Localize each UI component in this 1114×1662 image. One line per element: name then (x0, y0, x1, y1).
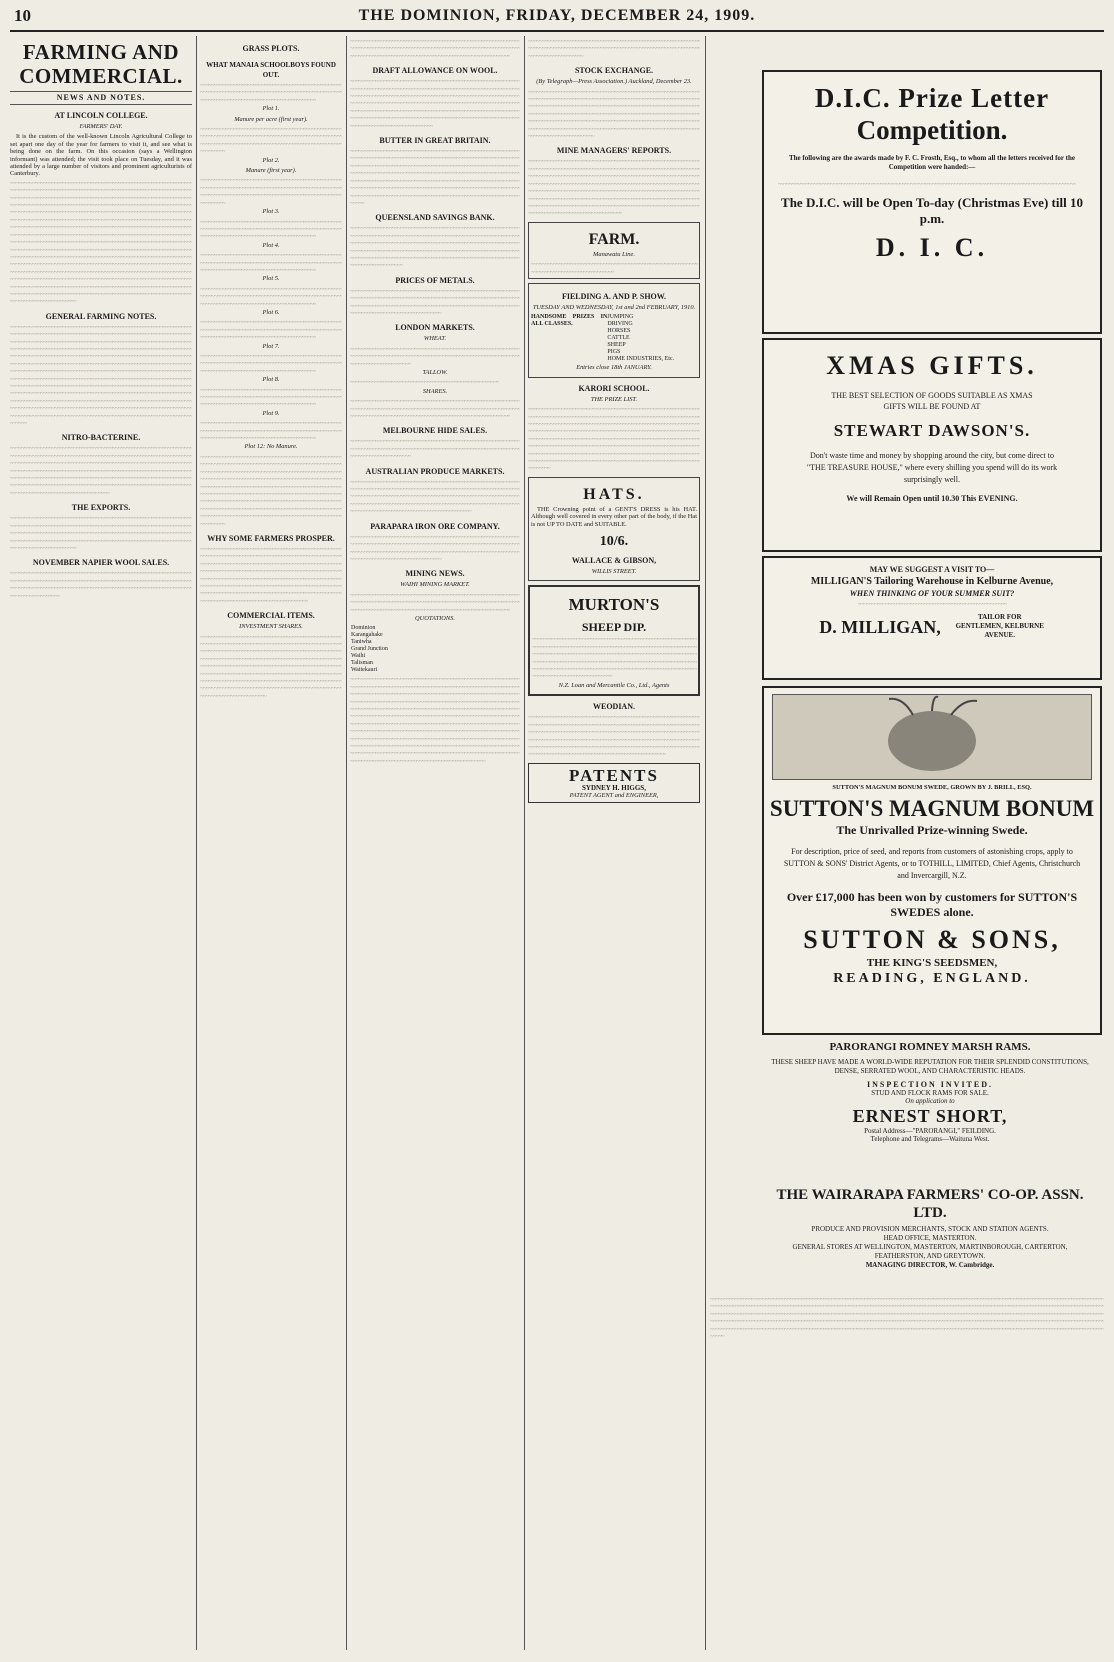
show-entries: Entries close 18th JANUARY. (576, 364, 652, 372)
page-number: 10 (14, 6, 31, 25)
plot-label: Plot 7. (262, 342, 280, 350)
hats-seller: WALLACE & GIBSON, (571, 556, 657, 566)
table-row (350, 667, 520, 674)
article-subheading: (By Telegraph—Press Association.) Auckland, December 23. (536, 78, 692, 86)
article-heading: NOVEMBER NAPIER WOOL SALES. (32, 558, 170, 568)
dic-subtitle: Competition. (856, 115, 1008, 145)
sutton-location: READING, ENGLAND. (833, 971, 1031, 986)
dic-opening-hours: The D.I.C. will be Open To-day (Christmas Eve) till 10 p.m. (781, 195, 1083, 226)
article-body: ~~ ~~ ~~ ~~ ~~ ~~ ~~ ~~ ~~ ~~ ~~ ~~ ~~ ~~ ~~ ~~ ~~ ~~ ~~ ~~ ~~ ~~ ~~ ~~ ~~ ~~ ~~ ~~ ~~ ~~ ~~ ~~ ~~ ~~ ~~ ~~ ~~ ~~ ~~ ~~ ~~ ~~ ~~ ~~ ~~ ~~ ~~ ~~ ~~ ~~ ~~ ~~ ~~ ~~ ~~ ~~ ~~ ~~ ~~ ~~ ~~ ~~ ~~ ~~ ~~ ~~ ~~ ~~ ~~ ~~ ~~ ~~ ~~ ~~ ~~ ~~ ~~ ~~ ~~ ~~ ~~ ~~ ~~ ~~ ~~ ~~ ~~ ~~ ~~ ~~ ~~ ~~ ~~ ~~ ~~ ~~ ~~ ~~ ~~ ~~ ~~ ~~ ~~ ~~ ~~ ~~ ~~ ~~ ~~ ~~ ~~ ~~ ~~ ~~ ~~ ~~ ~~ ~~ ~~ ~~ ~~ ~~ ~~ ~~ ~~ ~~ ~~ ~~ ~~ ~~ ~~ ~~ ~~ ~~ ~~ ~~ ~~ ~~ ~~ ~~ ~~ ~~ ~~ ~~ ~~ ~~ ~~ ~~ ~~ ~~ ~~ ~~ ~~ ~~ ~~ ~~ ~~ ~~ ~~ ~~ ~~ ~~ ~~ ~~ ~~ ~~ ~~ ~~ ~~ ~~ ~~ ~~ ~~ ~~ ~~ ~~ ~~ ~~ ~~ ~~ ~~ ~~ ~~ ~~ ~~ ~~ ~~ ~~ ~~ ~~ ~~ ~~ ~~ ~~ ~~ ~~ ~~ ~~ ~~ ~~ ~~ ~~ ~~ ~~ ~~ ~~ ~~ ~~ ~~ ~~ ~~ ~~ ~~ ~~ ~~ ~~ ~~ ~~ ~~ ~~ ~~ ~~ ~~ ~~ ~~ ~~ ~~ ~~ ~~ ~~ ~~ ~~ ~~ ~~ (200, 453, 342, 528)
wairarapa-stores: GENERAL STORES AT WELLINGTON, MASTERTON, MARTINBOROUGH, CARTERTON, FEATHERSTON, AND GREYTOWN. (792, 1243, 1068, 1260)
article-body: ~~ ~~ ~~ ~~ ~~ ~~ ~~ ~~ ~~ ~~ ~~ ~~ ~~ ~~ ~~ ~~ ~~ ~~ ~~ ~~ ~~ ~~ ~~ ~~ ~~ ~~ ~~ ~~ ~~ ~~ ~~ ~~ ~~ ~~ ~~ ~~ ~~ ~~ ~~ ~~ ~~ ~~ ~~ ~~ ~~ ~~ ~~ ~~ ~~ ~~ ~~ ~~ ~~ ~~ ~~ ~~ ~~ ~~ ~~ ~~ ~~ ~~ ~~ ~~ ~~ ~~ ~~ ~~ ~~ ~~ ~~ ~~ ~~ ~~ ~~ ~~ ~~ ~~ ~~ ~~ ~~ ~~ ~~ ~~ ~~ ~~ ~~ ~~ ~~ ~~ ~~ ~~ ~~ ~~ ~~ ~~ ~~ ~~ ~~ ~~ ~~ ~~ ~~ ~~ ~~ ~~ ~~ ~~ (10, 570, 192, 600)
column-filler (710, 1296, 1104, 1646)
plot-table: ~~ ~~ ~~ ~~ ~~ ~~ ~~ ~~ ~~ ~~ ~~ ~~ ~~ ~~ ~~ ~~ ~~ ~~ ~~ ~~ ~~ ~~ ~~ ~~ ~~ ~~ ~~ ~~ ~~ ~~ ~~ ~~ ~~ ~~ ~~ ~~ ~~ ~~ ~~ ~~ ~~ ~~ ~~ ~~ ~~ ~~ ~~ ~~ ~~ ~~ ~~ ~~ ~~ ~~ ~~ ~~ ~~ ~~ ~~ ~~ ~~ ~~ ~~ ~~ ~~ ~~ ~~ ~~ ~~ ~~ ~~ ~~ (200, 353, 342, 375)
article-heading: GENERAL FARMING NOTES. (45, 311, 157, 321)
column-markets (350, 38, 520, 1648)
show-prizes: HANDSOME PRIZES IN ALL CLASSES. (531, 314, 608, 328)
article-heading: MINE MANAGERS' REPORTS. (556, 146, 672, 156)
article-heading: AT LINCOLN COLLEGE. (54, 111, 148, 120)
article-heading: DRAFT ALLOWANCE ON WOOL. (372, 66, 498, 76)
plot-label: Plot 1. (262, 105, 280, 113)
sutton-caption: SUTTON'S MAGNUM BONUM SWEDE, GROWN BY J. BRILL, ESQ. (832, 784, 1032, 791)
farm-ad-subtitle: Manawatu Line. (593, 250, 635, 258)
article-heading: MINING NEWS. (405, 569, 465, 579)
article-heading: LONDON MARKETS. (395, 323, 475, 333)
plot-sublabel: Manure per acre (first year). (234, 115, 308, 123)
article-subheading: WAIHI MINING MARKET. (400, 581, 470, 589)
article-heading: BUTTER IN GREAT BRITAIN. (379, 136, 491, 146)
murtons-body: ~~ ~~ ~~ ~~ ~~ ~~ ~~ ~~ ~~ ~~ ~~ ~~ ~~ ~~ ~~ ~~ ~~ ~~ ~~ ~~ ~~ ~~ ~~ ~~ ~~ ~~ ~~ ~~ ~~ ~~ ~~ ~~ ~~ ~~ ~~ ~~ ~~ ~~ ~~ ~~ ~~ ~~ ~~ ~~ ~~ ~~ ~~ ~~ ~~ ~~ ~~ ~~ ~~ ~~ ~~ ~~ ~~ ~~ ~~ ~~ ~~ ~~ ~~ ~~ ~~ ~~ ~~ ~~ ~~ ~~ ~~ ~~ ~~ ~~ ~~ ~~ ~~ ~~ ~~ ~~ ~~ ~~ ~~ ~~ ~~ ~~ ~~ ~~ ~~ ~~ ~~ ~~ ~~ ~~ ~~ ~~ ~~ ~~ ~~ ~~ ~~ ~~ ~~ ~~ ~~ ~~ ~~ ~~ ~~ ~~ ~~ ~~ ~~ ~~ ~~ ~~ ~~ ~~ ~~ ~~ ~~ ~~ ~~ ~~ ~~ ~~ ~~ ~~ ~~ ~~ ~~ ~~ ~~ ~~ ~~ ~~ ~~ ~~ ~~ ~~ ~~ ~~ ~~ ~~ ~~ ~~ ~~ ~~ ~~ ~~ ~~ ~~ ~~ ~~ ~~ ~~ ~~ ~~ ~~ ~~ ~~ ~~ (532, 636, 696, 681)
newspaper-page (10, 6, 1104, 1656)
article-body: ~~ ~~ ~~ ~~ ~~ ~~ ~~ ~~ ~~ ~~ ~~ ~~ ~~ ~~ ~~ ~~ ~~ ~~ ~~ ~~ ~~ ~~ ~~ ~~ ~~ ~~ ~~ ~~ ~~ ~~ ~~ ~~ ~~ ~~ ~~ ~~ ~~ ~~ ~~ ~~ ~~ ~~ ~~ ~~ ~~ ~~ ~~ ~~ ~~ ~~ ~~ ~~ ~~ ~~ ~~ ~~ ~~ ~~ ~~ ~~ ~~ ~~ ~~ ~~ ~~ ~~ ~~ ~~ ~~ ~~ ~~ ~~ ~~ ~~ ~~ ~~ ~~ ~~ ~~ ~~ ~~ ~~ ~~ ~~ ~~ ~~ ~~ ~~ ~~ ~~ ~~ ~~ ~~ ~~ ~~ ~~ ~~ ~~ ~~ ~~ ~~ ~~ ~~ ~~ ~~ ~~ ~~ ~~ ~~ ~~ ~~ ~~ ~~ ~~ ~~ ~~ ~~ ~~ ~~ ~~ ~~ ~~ ~~ ~~ ~~ ~~ ~~ ~~ ~~ ~~ ~~ ~~ ~~ ~~ ~~ ~~ ~~ ~~ ~~ ~~ ~~ ~~ ~~ ~~ ~~ ~~ ~~ ~~ ~~ ~~ ~~ ~~ ~~ ~~ ~~ ~~ ~~ ~~ ~~ ~~ ~~ ~~ ~~ ~~ ~~ ~~ ~~ ~~ ~~ ~~ ~~ ~~ ~~ ~~ ~~ ~~ ~~ ~~ ~~ ~~ (528, 714, 700, 759)
xmas-gifts-ad (762, 338, 1102, 552)
article-body: ~~ ~~ ~~ ~~ ~~ ~~ ~~ ~~ ~~ ~~ ~~ ~~ ~~ ~~ ~~ ~~ ~~ ~~ ~~ ~~ ~~ ~~ ~~ ~~ ~~ ~~ ~~ ~~ ~~ ~~ ~~ ~~ ~~ ~~ ~~ ~~ ~~ ~~ ~~ ~~ ~~ ~~ ~~ ~~ ~~ ~~ ~~ ~~ ~~ ~~ ~~ ~~ ~~ ~~ ~~ ~~ ~~ ~~ ~~ ~~ ~~ ~~ ~~ ~~ ~~ ~~ ~~ ~~ ~~ ~~ ~~ ~~ ~~ ~~ ~~ ~~ ~~ ~~ ~~ ~~ ~~ ~~ ~~ ~~ ~~ ~~ ~~ ~~ ~~ ~~ (350, 398, 520, 421)
article-body: ~~ ~~ ~~ ~~ ~~ ~~ ~~ ~~ ~~ ~~ ~~ ~~ ~~ ~~ ~~ ~~ ~~ ~~ ~~ ~~ ~~ ~~ ~~ ~~ ~~ ~~ ~~ ~~ ~~ ~~ ~~ ~~ ~~ ~~ ~~ ~~ ~~ ~~ ~~ ~~ ~~ ~~ ~~ ~~ ~~ ~~ ~~ ~~ ~~ ~~ ~~ ~~ ~~ ~~ ~~ ~~ ~~ ~~ ~~ ~~ ~~ ~~ ~~ ~~ ~~ ~~ ~~ ~~ ~~ ~~ ~~ ~~ ~~ ~~ ~~ ~~ ~~ ~~ ~~ ~~ ~~ ~~ ~~ ~~ ~~ ~~ ~~ ~~ ~~ ~~ ~~ ~~ ~~ ~~ ~~ ~~ ~~ ~~ ~~ ~~ ~~ ~~ ~~ ~~ ~~ ~~ ~~ ~~ (350, 533, 520, 563)
farm-ad-title: FARM. (588, 230, 640, 248)
column-rule (705, 36, 706, 1650)
article-body: ~~ ~~ ~~ ~~ ~~ ~~ ~~ ~~ ~~ ~~ ~~ ~~ ~~ ~~ ~~ ~~ ~~ ~~ ~~ ~~ ~~ ~~ ~~ ~~ ~~ ~~ ~~ ~~ ~~ ~~ ~~ ~~ ~~ ~~ ~~ ~~ ~~ ~~ ~~ ~~ ~~ ~~ ~~ ~~ ~~ ~~ ~~ ~~ ~~ ~~ ~~ ~~ ~~ ~~ ~~ ~~ ~~ ~~ ~~ ~~ ~~ ~~ ~~ ~~ ~~ ~~ ~~ ~~ ~~ ~~ ~~ ~~ ~~ ~~ ~~ ~~ ~~ ~~ ~~ ~~ ~~ ~~ ~~ ~~ ~~ ~~ ~~ ~~ ~~ ~~ ~~ ~~ ~~ ~~ ~~ ~~ ~~ ~~ ~~ ~~ ~~ ~~ ~~ ~~ ~~ ~~ ~~ ~~ ~~ ~~ ~~ ~~ ~~ ~~ ~~ ~~ ~~ ~~ ~~ ~~ ~~ ~~ ~~ ~~ ~~ ~~ ~~ ~~ ~~ ~~ ~~ ~~ ~~ ~~ ~~ ~~ ~~ ~~ ~~ ~~ ~~ ~~ ~~ ~~ ~~ ~~ ~~ ~~ ~~ ~~ ~~ ~~ ~~ ~~ ~~ ~~ ~~ ~~ ~~ ~~ ~~ ~~ ~~ ~~ ~~ ~~ ~~ ~~ ~~ ~~ ~~ ~~ ~~ ~~ ~~ ~~ ~~ ~~ ~~ ~~ ~~ ~~ ~~ ~~ ~~ ~~ ~~ ~~ ~~ ~~ ~~ ~~ ~~ ~~ ~~ ~~ ~~ ~~ ~~ ~~ ~~ ~~ ~~ ~~ ~~ ~~ ~~ ~~ ~~ ~~ ~~ ~~ ~~ ~~ ~~ ~~ (350, 148, 520, 207)
section-heading-farming: FARMING AND COMMERCIAL. (19, 40, 183, 88)
rams-sale: STUD AND FLOCK RAMS FOR SALE. (871, 1089, 989, 1097)
plot-label: Plot 2. (262, 156, 280, 164)
article-body: ~~ ~~ ~~ ~~ ~~ ~~ ~~ ~~ ~~ ~~ ~~ ~~ ~~ ~~ ~~ ~~ ~~ ~~ ~~ ~~ ~~ ~~ ~~ ~~ ~~ ~~ ~~ ~~ ~~ ~~ ~~ ~~ ~~ ~~ ~~ ~~ ~~ ~~ ~~ ~~ ~~ ~~ ~~ ~~ ~~ ~~ ~~ ~~ ~~ ~~ ~~ ~~ ~~ ~~ ~~ ~~ ~~ ~~ ~~ ~~ ~~ ~~ ~~ ~~ ~~ ~~ ~~ ~~ ~~ ~~ ~~ ~~ ~~ ~~ ~~ ~~ ~~ ~~ ~~ ~~ ~~ ~~ ~~ ~~ ~~ ~~ ~~ ~~ ~~ ~~ ~~ ~~ ~~ ~~ ~~ ~~ ~~ ~~ ~~ ~~ ~~ ~~ ~~ ~~ ~~ ~~ ~~ ~~ ~~ ~~ ~~ ~~ ~~ ~~ ~~ ~~ ~~ ~~ ~~ ~~ ~~ ~~ ~~ ~~ ~~ ~~ ~~ ~~ ~~ ~~ ~~ ~~ ~~ ~~ ~~ ~~ ~~ ~~ ~~ ~~ ~~ ~~ ~~ ~~ ~~ ~~ ~~ ~~ ~~ ~~ ~~ ~~ ~~ ~~ ~~ ~~ ~~ ~~ ~~ ~~ ~~ ~~ ~~ ~~ ~~ ~~ ~~ ~~ ~~ ~~ ~~ ~~ ~~ ~~ ~~ ~~ ~~ ~~ ~~ ~~ ~~ ~~ ~~ ~~ ~~ ~~ ~~ ~~ ~~ ~~ ~~ ~~ ~~ ~~ ~~ ~~ ~~ ~~ ~~ ~~ ~~ ~~ ~~ ~~ ~~ ~~ ~~ ~~ ~~ ~~ ~~ ~~ ~~ ~~ ~~ ~~ (200, 633, 342, 700)
sutton-body: For description, price of seed, and reports from customers of astonishing crops, apply to SUTTON & SONS' District Agents, or to TOTHILL, LIMITED, Chief Agents, Christchurch and Invercargill, N.Z. (783, 847, 1081, 880)
xmas-opening: We will Remain Open until 10.30 This EVENING. (846, 494, 1018, 503)
rams-body: THESE SHEEP HAVE MADE A WORLD-WIDE REPUTATION FOR THEIR SPLENDID CONSTITUTIONS, DENSE, SERRATED WOOL, AND CHARACTERISTIC HEADS. (771, 1058, 1089, 1075)
swede-illustration (773, 695, 1091, 779)
show-class: JUMPING (607, 314, 634, 321)
article-body: ~~ ~~ ~~ ~~ ~~ ~~ ~~ ~~ ~~ ~~ ~~ ~~ ~~ ~~ ~~ ~~ ~~ ~~ ~~ ~~ ~~ ~~ ~~ ~~ ~~ ~~ ~~ ~~ ~~ ~~ ~~ ~~ ~~ ~~ ~~ ~~ ~~ ~~ ~~ ~~ ~~ ~~ ~~ ~~ ~~ ~~ ~~ ~~ ~~ ~~ ~~ ~~ ~~ ~~ ~~ ~~ ~~ ~~ ~~ ~~ ~~ ~~ ~~ ~~ ~~ ~~ ~~ ~~ ~~ ~~ ~~ ~~ ~~ ~~ ~~ ~~ ~~ ~~ ~~ ~~ ~~ ~~ ~~ ~~ ~~ ~~ ~~ ~~ ~~ ~~ ~~ ~~ ~~ ~~ ~~ ~~ ~~ ~~ ~~ ~~ ~~ ~~ ~~ ~~ ~~ ~~ ~~ ~~ ~~ ~~ ~~ ~~ ~~ ~~ ~~ ~~ ~~ ~~ ~~ ~~ ~~ ~~ ~~ ~~ ~~ ~~ ~~ ~~ ~~ ~~ ~~ ~~ ~~ ~~ ~~ ~~ ~~ ~~ ~~ ~~ ~~ ~~ ~~ ~~ ~~ ~~ ~~ ~~ ~~ ~~ ~~ ~~ ~~ ~~ ~~ ~~ ~~ ~~ ~~ ~~ ~~ ~~ ~~ ~~ ~~ ~~ ~~ ~~ ~~ ~~ ~~ ~~ ~~ ~~ ~~ ~~ ~~ ~~ ~~ ~~ ~~ ~~ ~~ ~~ ~~ ~~ ~~ ~~ ~~ ~~ ~~ ~~ ~~ ~~ ~~ ~~ ~~ ~~ (528, 88, 700, 141)
masthead-title: THE DOMINION, FRIDAY, DECEMBER 24, 1909. (358, 7, 756, 24)
masthead (10, 6, 1104, 32)
rams-title: PARORANGI ROMNEY MARSH RAMS. (829, 1041, 1031, 1053)
article-subheading: THE PRIZE LIST. (590, 395, 638, 403)
article-heading: STOCK EXCHANGE. (574, 66, 654, 76)
table-cell: Taniwha (351, 639, 372, 646)
column-rule (196, 36, 197, 1650)
article-subheading: QUOTATIONS. (415, 614, 455, 622)
milligan-slogan: WHEN THINKING OF YOUR SUMMER SUIT? (849, 589, 1015, 598)
show-dates: TUESDAY AND WEDNESDAY, 1st and 2nd FEBRUARY, 1910. (532, 303, 696, 311)
table-cell: Dominion (351, 625, 376, 632)
column-rule (524, 36, 525, 1650)
article-paragraph: It is the custom of the well-known Lincoln Agricultural College to set apart one day of the year for farmers to visit it, and see what is being done on the farm. On this occasion (says a Wellington informant) was attended; the visit took place on Tuesday, and it was attended by a large number of visitors and prominent agriculturists of Canterbury. (10, 133, 192, 178)
column-rule (346, 36, 347, 1650)
article-body: ~~ ~~ ~~ ~~ ~~ ~~ ~~ ~~ ~~ ~~ ~~ ~~ ~~ ~~ ~~ ~~ ~~ ~~ ~~ ~~ ~~ ~~ ~~ ~~ ~~ ~~ ~~ ~~ ~~ ~~ ~~ ~~ ~~ ~~ ~~ ~~ ~~ ~~ ~~ ~~ ~~ ~~ ~~ ~~ ~~ ~~ ~~ ~~ ~~ ~~ ~~ ~~ ~~ ~~ ~~ ~~ ~~ ~~ ~~ ~~ ~~ ~~ ~~ ~~ ~~ ~~ ~~ ~~ ~~ ~~ ~~ ~~ ~~ ~~ ~~ ~~ ~~ ~~ ~~ ~~ ~~ ~~ ~~ ~~ ~~ ~~ ~~ ~~ ~~ ~~ ~~ ~~ ~~ ~~ ~~ ~~ ~~ ~~ ~~ ~~ ~~ ~~ ~~ ~~ ~~ ~~ ~~ ~~ ~~ ~~ ~~ ~~ ~~ ~~ ~~ ~~ ~~ ~~ ~~ ~~ ~~ ~~ ~~ ~~ ~~ ~~ ~~ ~~ ~~ ~~ ~~ ~~ ~~ ~~ ~~ ~~ ~~ ~~ ~~ ~~ ~~ ~~ ~~ ~~ ~~ ~~ ~~ ~~ ~~ ~~ ~~ ~~ ~~ ~~ ~~ ~~ ~~ ~~ ~~ ~~ ~~ ~~ ~~ ~~ ~~ ~~ ~~ ~~ ~~ ~~ ~~ ~~ ~~ ~~ ~~ ~~ ~~ ~~ ~~ ~~ ~~ ~~ ~~ ~~ ~~ ~~ ~~ ~~ ~~ ~~ ~~ ~~ ~~ ~~ ~~ ~~ ~~ ~~ ~~ ~~ ~~ ~~ ~~ ~~ ~~ ~~ ~~ ~~ ~~ ~~ ~~ ~~ ~~ ~~ ~~ ~~ ~~ ~~ ~~ ~~ ~~ ~~ ~~ ~~ ~~ ~~ ~~ ~~ ~~ ~~ ~~ ~~ ~~ ~~ ~~ ~~ ~~ ~~ ~~ ~~ ~~ ~~ ~~ ~~ ~~ ~~ ~~ ~~ ~~ ~~ ~~ ~~ ~~ ~~ ~~ ~~ ~~ ~~ ~~ ~~ ~~ ~~ ~~ ~~ ~~ ~~ ~~ ~~ ~~ ~~ ~~ ~~ ~~ ~~ ~~ ~~ ~~ ~~ ~~ ~~ ~~ ~~ ~~ ~~ ~~ ~~ ~~ ~~ ~~ ~~ ~~ ~~ ~~ ~~ ~~ ~~ ~~ ~~ ~~ ~~ ~~ ~~ ~~ ~~ ~~ ~~ ~~ ~~ ~~ ~~ ~~ ~~ ~~ ~~ ~~ ~~ ~~ ~~ ~~ ~~ ~~ ~~ ~~ ~~ ~~ ~~ ~~ ~~ ~~ ~~ ~~ ~~ ~~ ~~ ~~ ~~ ~~ ~~ ~~ ~~ ~~ ~~ ~~ ~~ ~~ ~~ ~~ ~~ ~~ ~~ ~~ ~~ ~~ ~~ ~~ ~~ ~~ ~~ ~~ ~~ ~~ ~~ ~~ ~~ ~~ ~~ ~~ ~~ ~~ ~~ ~~ ~~ ~~ ~~ ~~ ~~ ~~ ~~ ~~ ~~ ~~ ~~ ~~ ~~ ~~ ~~ ~~ ~~ ~~ ~~ ~~ ~~ ~~ ~~ ~~ ~~ ~~ ~~ ~~ ~~ ~~ ~~ ~~ ~~ ~~ ~~ ~~ ~~ ~~ ~~ ~~ ~~ ~~ ~~ ~~ ~~ ~~ ~~ ~~ ~~ ~~ ~~ ~~ ~~ ~~ ~~ ~~ ~~ ~~ ~~ ~~ ~~ ~~ ~~ ~~ ~~ ~~ ~~ ~~ ~~ ~~ ~~ ~~ ~~ ~~ ~~ ~~ ~~ ~~ ~~ ~~ ~~ ~~ ~~ ~~ ~~ ~~ ~~ ~~ ~~ ~~ ~~ ~~ ~~ ~~ ~~ ~~ ~~ ~~ ~~ ~~ ~~ ~~ ~~ ~~ ~~ ~~ ~~ ~~ ~~ ~~ ~~ ~~ ~~ ~~ ~~ ~~ ~~ ~~ ~~ ~~ ~~ ~~ ~~ ~~ ~~ ~~ ~~ ~~ ~~ ~~ ~~ ~~ ~~ ~~ ~~ ~~ ~~ ~~ ~~ ~~ ~~ ~~ ~~ ~~ ~~ ~~ ~~ ~~ ~~ ~~ ~~ ~~ ~~ ~~ ~~ ~~ ~~ ~~ ~~ ~~ ~~ ~~ ~~ ~~ ~~ ~~ ~~ ~~ ~~ (10, 179, 192, 306)
murtons-subtitle: SHEEP DIP. (581, 620, 647, 635)
article-body: ~~ ~~ ~~ ~~ ~~ ~~ ~~ ~~ ~~ ~~ ~~ ~~ ~~ ~~ ~~ ~~ ~~ ~~ ~~ ~~ ~~ ~~ ~~ ~~ ~~ ~~ ~~ ~~ ~~ ~~ ~~ ~~ ~~ ~~ ~~ ~~ ~~ ~~ ~~ ~~ ~~ ~~ ~~ ~~ ~~ ~~ ~~ ~~ ~~ ~~ ~~ ~~ ~~ ~~ ~~ ~~ ~~ ~~ ~~ ~~ ~~ ~~ ~~ ~~ ~~ ~~ ~~ ~~ ~~ ~~ ~~ ~~ ~~ ~~ ~~ ~~ ~~ ~~ ~~ ~~ ~~ ~~ ~~ ~~ ~~ ~~ ~~ ~~ ~~ ~~ ~~ ~~ ~~ ~~ ~~ ~~ ~~ ~~ ~~ ~~ ~~ ~~ ~~ ~~ ~~ ~~ ~~ ~~ ~~ ~~ ~~ ~~ ~~ ~~ ~~ ~~ ~~ ~~ ~~ ~~ ~~ ~~ ~~ ~~ ~~ ~~ ~~ ~~ ~~ ~~ ~~ ~~ ~~ ~~ ~~ ~~ ~~ ~~ ~~ ~~ ~~ ~~ ~~ ~~ ~~ ~~ ~~ ~~ ~~ ~~ ~~ ~~ ~~ ~~ ~~ ~~ ~~ ~~ ~~ ~~ ~~ ~~ ~~ ~~ ~~ ~~ ~~ ~~ ~~ ~~ ~~ ~~ ~~ ~~ ~~ ~~ ~~ ~~ ~~ ~~ ~~ ~~ ~~ ~~ ~~ ~~ ~~ ~~ ~~ ~~ ~~ ~~ ~~ ~~ ~~ ~~ ~~ ~~ ~~ ~~ ~~ ~~ ~~ ~~ ~~ ~~ ~~ ~~ ~~ ~~ ~~ ~~ ~~ ~~ ~~ ~~ ~~ ~~ ~~ ~~ ~~ ~~ ~~ ~~ ~~ ~~ ~~ ~~ ~~ ~~ ~~ ~~ ~~ ~~ ~~ ~~ ~~ ~~ ~~ ~~ ~~ ~~ ~~ ~~ ~~ ~~ ~~ ~~ ~~ ~~ ~~ ~~ ~~ ~~ ~~ ~~ ~~ ~~ ~~ ~~ ~~ ~~ ~~ ~~ ~~ ~~ ~~ ~~ ~~ ~~ ~~ ~~ ~~ ~~ ~~ ~~ ~~ ~~ ~~ ~~ ~~ ~~ ~~ ~~ ~~ ~~ ~~ ~~ ~~ ~~ ~~ ~~ ~~ ~~ ~~ ~~ ~~ ~~ ~~ ~~ ~~ ~~ ~~ ~~ ~~ ~~ ~~ ~~ ~~ ~~ ~~ ~~ ~~ ~~ ~~ ~~ ~~ ~~ ~~ ~~ ~~ ~~ ~~ ~~ ~~ ~~ ~~ ~~ ~~ ~~ ~~ ~~ ~~ ~~ ~~ ~~ ~~ ~~ ~~ ~~ ~~ ~~ ~~ ~~ ~~ ~~ ~~ ~~ ~~ ~~ ~~ ~~ ~~ ~~ ~~ ~~ ~~ ~~ ~~ ~~ (350, 676, 520, 765)
plot-table: ~~ ~~ ~~ ~~ ~~ ~~ ~~ ~~ ~~ ~~ ~~ ~~ ~~ ~~ ~~ ~~ ~~ ~~ ~~ ~~ ~~ ~~ ~~ ~~ ~~ ~~ ~~ ~~ ~~ ~~ ~~ ~~ ~~ ~~ ~~ ~~ ~~ ~~ ~~ ~~ ~~ ~~ ~~ ~~ ~~ ~~ ~~ ~~ ~~ ~~ ~~ ~~ ~~ ~~ ~~ ~~ ~~ ~~ ~~ ~~ ~~ ~~ ~~ ~~ ~~ ~~ ~~ ~~ ~~ ~~ ~~ ~~ (200, 319, 342, 342)
milligan-warehouse: MILLIGAN'S Tailoring Warehouse in Kelburne Avenue, (810, 576, 1054, 587)
plot-table: ~~ ~~ ~~ ~~ ~~ ~~ ~~ ~~ ~~ ~~ ~~ ~~ ~~ ~~ ~~ ~~ ~~ ~~ ~~ ~~ ~~ ~~ ~~ ~~ ~~ ~~ ~~ ~~ ~~ ~~ ~~ ~~ ~~ ~~ ~~ ~~ ~~ ~~ ~~ ~~ ~~ ~~ ~~ ~~ ~~ ~~ ~~ ~~ ~~ ~~ ~~ ~~ ~~ ~~ ~~ ~~ ~~ ~~ ~~ ~~ ~~ ~~ ~~ ~~ ~~ ~~ ~~ ~~ ~~ ~~ ~~ ~~ (200, 420, 342, 443)
plot-label: Plot 4. (262, 241, 280, 249)
hats-price: 10/6. (599, 534, 629, 550)
table-row (350, 632, 520, 639)
show-title: FIELDING A. AND P. SHOW. (561, 291, 667, 301)
sutton-name: SUTTON & SONS, (803, 925, 1061, 954)
article-body: ~~ ~~ ~~ ~~ ~~ ~~ ~~ ~~ ~~ ~~ ~~ ~~ ~~ ~~ ~~ ~~ ~~ ~~ ~~ ~~ ~~ ~~ ~~ ~~ ~~ ~~ ~~ ~~ ~~ ~~ ~~ ~~ ~~ ~~ ~~ ~~ ~~ ~~ ~~ ~~ ~~ ~~ ~~ ~~ ~~ ~~ ~~ ~~ ~~ ~~ ~~ ~~ ~~ ~~ ~~ ~~ ~~ ~~ ~~ ~~ ~~ ~~ ~~ ~~ ~~ ~~ ~~ ~~ ~~ ~~ ~~ ~~ ~~ ~~ ~~ ~~ ~~ ~~ ~~ ~~ ~~ ~~ ~~ ~~ ~~ ~~ ~~ ~~ ~~ ~~ ~~ ~~ ~~ ~~ ~~ ~~ ~~ ~~ ~~ ~~ ~~ ~~ ~~ ~~ ~~ ~~ ~~ ~~ ~~ ~~ ~~ ~~ ~~ ~~ ~~ ~~ ~~ ~~ ~~ ~~ ~~ ~~ ~~ ~~ ~~ ~~ ~~ ~~ ~~ ~~ ~~ ~~ ~~ ~~ ~~ ~~ ~~ ~~ ~~ ~~ ~~ ~~ ~~ ~~ ~~ ~~ ~~ ~~ ~~ ~~ ~~ ~~ ~~ ~~ ~~ ~~ ~~ ~~ ~~ ~~ ~~ ~~ ~~ ~~ ~~ ~~ ~~ ~~ ~~ ~~ ~~ ~~ ~~ ~~ ~~ ~~ ~~ ~~ ~~ ~~ ~~ ~~ ~~ ~~ ~~ ~~ ~~ ~~ ~~ ~~ ~~ ~~ ~~ ~~ ~~ ~~ ~~ ~~ (350, 78, 520, 130)
wairarapa-head-office: HEAD OFFICE, MASTERTON. (883, 1234, 977, 1242)
article-body: ~~ ~~ ~~ ~~ ~~ ~~ ~~ ~~ ~~ ~~ ~~ ~~ ~~ ~~ ~~ ~~ ~~ ~~ ~~ ~~ ~~ ~~ ~~ ~~ ~~ ~~ ~~ ~~ ~~ ~~ ~~ ~~ ~~ ~~ ~~ ~~ ~~ ~~ ~~ ~~ ~~ ~~ ~~ ~~ ~~ ~~ ~~ ~~ ~~ ~~ ~~ ~~ ~~ ~~ ~~ ~~ ~~ ~~ ~~ ~~ ~~ ~~ ~~ ~~ ~~ ~~ ~~ ~~ ~~ ~~ ~~ ~~ (350, 345, 520, 368)
table-row (350, 639, 520, 646)
farm-ad (528, 222, 700, 279)
show-class: HORSES (607, 328, 631, 335)
stewart-dawsons: STEWART DAWSON'S. (833, 421, 1031, 440)
rams-postal: Postal Address—"PARORANGI," FEILDING. (864, 1127, 996, 1135)
swede-image (772, 694, 1092, 780)
column-stock-exchange (528, 38, 700, 1648)
article-heading: THE EXPORTS. (71, 503, 131, 513)
patents-role: PATENT AGENT and ENGINEER, (569, 792, 659, 800)
article-subheading: INVESTMENT SHARES. (239, 623, 303, 631)
plot-label: Plot 12: No Manure. (244, 443, 298, 451)
article-body: ~~ ~~ ~~ ~~ ~~ ~~ ~~ ~~ ~~ ~~ ~~ ~~ ~~ ~~ ~~ ~~ ~~ ~~ ~~ ~~ ~~ ~~ ~~ ~~ ~~ ~~ ~~ ~~ ~~ ~~ ~~ ~~ ~~ ~~ ~~ ~~ ~~ ~~ ~~ ~~ ~~ ~~ ~~ ~~ ~~ ~~ ~~ ~~ ~~ ~~ ~~ ~~ ~~ ~~ ~~ ~~ ~~ ~~ ~~ ~~ ~~ ~~ ~~ ~~ ~~ ~~ ~~ ~~ ~~ ~~ ~~ ~~ (528, 38, 700, 60)
article-heading: WHAT MANAIA SCHOOLBOYS FOUND OUT. (206, 61, 336, 79)
parorangi-rams-ad (762, 1040, 1098, 1180)
article-body: ~~ ~~ ~~ ~~ ~~ ~~ ~~ ~~ ~~ ~~ ~~ ~~ ~~ ~~ ~~ ~~ ~~ ~~ ~~ ~~ ~~ ~~ ~~ ~~ ~~ ~~ ~~ ~~ ~~ ~~ ~~ ~~ ~~ ~~ ~~ ~~ ~~ ~~ ~~ ~~ ~~ ~~ ~~ ~~ ~~ ~~ ~~ ~~ ~~ ~~ ~~ ~~ ~~ ~~ ~~ ~~ ~~ ~~ ~~ ~~ ~~ ~~ ~~ ~~ ~~ ~~ ~~ ~~ ~~ ~~ ~~ ~~ (350, 438, 520, 461)
wairarapa-business: PRODUCE AND PROVISION MERCHANTS, STOCK AND STATION AGENTS. (811, 1225, 1049, 1233)
rams-telephone: Telephone and Telegrams—Waituna West. (870, 1135, 990, 1143)
article-subheading: FARMERS' DAY. (79, 123, 123, 130)
article-subheading: WHEAT. (423, 335, 447, 343)
table-cell: Talisman (351, 660, 373, 667)
murtons-title: MURTON'S (568, 595, 660, 615)
article-body: ~~ ~~ ~~ ~~ ~~ ~~ ~~ ~~ ~~ ~~ ~~ ~~ ~~ ~~ ~~ ~~ ~~ ~~ ~~ ~~ ~~ ~~ ~~ ~~ ~~ ~~ ~~ ~~ ~~ ~~ ~~ ~~ ~~ ~~ ~~ ~~ ~~ ~~ ~~ ~~ ~~ ~~ ~~ ~~ ~~ ~~ ~~ ~~ ~~ ~~ ~~ ~~ ~~ ~~ ~~ ~~ ~~ ~~ ~~ ~~ ~~ ~~ ~~ ~~ ~~ ~~ ~~ ~~ ~~ ~~ ~~ ~~ ~~ ~~ ~~ ~~ ~~ ~~ ~~ ~~ ~~ ~~ ~~ ~~ ~~ ~~ ~~ ~~ ~~ ~~ ~~ ~~ ~~ ~~ ~~ ~~ ~~ ~~ ~~ ~~ ~~ ~~ ~~ ~~ ~~ ~~ ~~ ~~ ~~ ~~ ~~ ~~ ~~ ~~ ~~ ~~ ~~ ~~ ~~ ~~ ~~ ~~ ~~ ~~ ~~ ~~ ~~ ~~ ~~ ~~ ~~ ~~ ~~ ~~ ~~ ~~ ~~ ~~ ~~ ~~ ~~ ~~ ~~ ~~ ~~ ~~ ~~ ~~ ~~ ~~ ~~ ~~ ~~ ~~ ~~ ~~ ~~ ~~ ~~ ~~ ~~ ~~ ~~ ~~ ~~ ~~ ~~ ~~ ~~ ~~ ~~ ~~ ~~ ~~ ~~ ~~ ~~ ~~ ~~ ~~ ~~ ~~ ~~ ~~ ~~ ~~ ~~ ~~ ~~ ~~ ~~ ~~ ~~ ~~ ~~ ~~ ~~ ~~ ~~ ~~ ~~ ~~ ~~ ~~ ~~ ~~ ~~ ~~ ~~ ~~ ~~ ~~ ~~ ~~ ~~ ~~ ~~ ~~ ~~ ~~ ~~ ~~ ~~ ~~ ~~ ~~ ~~ ~~ ~~ ~~ ~~ ~~ ~~ ~~ ~~ ~~ ~~ ~~ ~~ ~~ ~~ ~~ ~~ ~~ ~~ ~~ ~~ ~~ ~~ ~~ ~~ ~~ ~~ ~~ ~~ ~~ ~~ ~~ ~~ ~~ ~~ ~~ ~~ ~~ ~~ ~~ ~~ ~~ ~~ ~~ ~~ ~~ ~~ ~~ ~~ ~~ ~~ ~~ ~~ ~~ ~~ ~~ ~~ ~~ ~~ ~~ ~~ ~~ ~~ ~~ ~~ ~~ ~~ ~~ ~~ ~~ ~~ ~~ ~~ ~~ ~~ ~~ ~~ ~~ ~~ ~~ ~~ ~~ ~~ ~~ ~~ ~~ ~~ ~~ ~~ ~~ ~~ ~~ ~~ ~~ ~~ ~~ ~~ ~~ ~~ ~~ ~~ ~~ ~~ ~~ ~~ ~~ ~~ ~~ ~~ ~~ ~~ ~~ ~~ ~~ ~~ ~~ ~~ ~~ ~~ ~~ ~~ ~~ ~~ ~~ ~~ ~~ ~~ ~~ ~~ ~~ ~~ ~~ ~~ ~~ ~~ ~~ ~~ ~~ ~~ ~~ ~~ ~~ ~~ ~~ ~~ ~~ ~~ ~~ ~~ ~~ ~~ ~~ ~~ ~~ ~~ ~~ ~~ ~~ ~~ ~~ ~~ ~~ ~~ ~~ ~~ ~~ ~~ ~~ ~~ ~~ ~~ ~~ ~~ ~~ ~~ ~~ ~~ ~~ ~~ ~~ ~~ ~~ ~~ ~~ ~~ ~~ ~~ ~~ ~~ ~~ ~~ ~~ ~~ ~~ ~~ ~~ ~~ ~~ ~~ ~~ ~~ ~~ ~~ ~~ ~~ ~~ (10, 323, 192, 428)
dic-title: D.I.C. Prize Letter (814, 83, 1050, 113)
article-heading: WEODIAN. (592, 702, 635, 712)
milligan-tagline: TAILOR FOR GENTLEMEN, KELBURNE AVENUE. (955, 613, 1044, 639)
rams-application: On application to (905, 1097, 955, 1105)
plot-sublabel: Manure (first year). (245, 167, 297, 175)
show-class: HOME INDUSTRIES, Etc. (607, 356, 675, 363)
article-heading: AUSTRALIAN PRODUCE MARKETS. (365, 466, 505, 476)
article-subheading: TALLOW. (422, 369, 448, 376)
article-heading: PARAPARA IRON ORE COMPANY. (370, 521, 500, 531)
table-row (350, 625, 520, 632)
plot-table: ~~ ~~ ~~ ~~ ~~ ~~ ~~ ~~ ~~ ~~ ~~ ~~ ~~ ~~ ~~ ~~ ~~ ~~ ~~ ~~ ~~ ~~ ~~ ~~ ~~ ~~ ~~ ~~ ~~ ~~ ~~ ~~ ~~ ~~ ~~ ~~ ~~ ~~ ~~ ~~ ~~ ~~ ~~ ~~ ~~ ~~ ~~ ~~ ~~ ~~ ~~ ~~ ~~ ~~ ~~ ~~ ~~ ~~ ~~ ~~ ~~ ~~ ~~ ~~ ~~ ~~ ~~ ~~ ~~ ~~ ~~ ~~ (200, 386, 342, 409)
article-body: ~~ ~~ ~~ ~~ ~~ ~~ ~~ ~~ ~~ ~~ ~~ ~~ ~~ ~~ ~~ ~~ ~~ ~~ ~~ ~~ ~~ ~~ ~~ ~~ ~~ ~~ ~~ ~~ ~~ ~~ ~~ ~~ ~~ ~~ ~~ ~~ ~~ ~~ ~~ ~~ ~~ ~~ ~~ ~~ ~~ ~~ ~~ ~~ ~~ ~~ ~~ ~~ ~~ ~~ ~~ ~~ ~~ ~~ ~~ ~~ ~~ ~~ ~~ ~~ ~~ ~~ ~~ ~~ ~~ ~~ ~~ ~~ ~~ ~~ ~~ ~~ ~~ ~~ ~~ ~~ ~~ ~~ ~~ ~~ ~~ ~~ ~~ ~~ ~~ ~~ ~~ ~~ ~~ ~~ ~~ ~~ ~~ ~~ ~~ ~~ ~~ ~~ ~~ ~~ ~~ ~~ ~~ ~~ ~~ ~~ ~~ ~~ ~~ ~~ ~~ ~~ ~~ ~~ ~~ ~~ ~~ ~~ ~~ ~~ ~~ ~~ ~~ ~~ ~~ ~~ ~~ ~~ ~~ ~~ ~~ ~~ ~~ ~~ ~~ ~~ ~~ ~~ ~~ ~~ ~~ ~~ ~~ ~~ ~~ ~~ ~~ ~~ ~~ ~~ ~~ ~~ ~~ ~~ ~~ ~~ ~~ ~~ (350, 225, 520, 270)
article-heading: WHY SOME FARMERS PROSPER. (207, 533, 335, 543)
table-row (350, 646, 520, 653)
show-class: CATTLE (607, 335, 630, 342)
article-body: ~~ ~~ ~~ ~~ ~~ ~~ ~~ ~~ ~~ ~~ ~~ ~~ ~~ ~~ ~~ ~~ ~~ ~~ ~~ ~~ ~~ ~~ ~~ ~~ ~~ ~~ ~~ ~~ ~~ ~~ ~~ ~~ ~~ ~~ ~~ ~~ ~~ ~~ ~~ ~~ ~~ ~~ ~~ ~~ ~~ ~~ ~~ ~~ ~~ ~~ ~~ ~~ ~~ ~~ ~~ ~~ ~~ ~~ ~~ ~~ ~~ ~~ ~~ ~~ ~~ ~~ ~~ ~~ ~~ ~~ ~~ ~~ ~~ ~~ ~~ ~~ ~~ ~~ ~~ ~~ ~~ ~~ ~~ ~~ ~~ ~~ ~~ ~~ ~~ ~~ ~~ ~~ ~~ ~~ ~~ ~~ ~~ ~~ ~~ ~~ ~~ ~~ ~~ ~~ ~~ ~~ ~~ ~~ ~~ ~~ ~~ ~~ ~~ ~~ ~~ ~~ ~~ ~~ ~~ ~~ ~~ ~~ ~~ ~~ ~~ ~~ ~~ ~~ ~~ ~~ ~~ ~~ ~~ ~~ ~~ ~~ ~~ ~~ ~~ ~~ ~~ ~~ ~~ ~~ ~~ ~~ ~~ ~~ ~~ ~~ ~~ ~~ ~~ ~~ ~~ ~~ ~~ ~~ ~~ ~~ ~~ ~~ ~~ ~~ ~~ ~~ ~~ ~~ ~~ ~~ ~~ ~~ ~~ ~~ ~~ ~~ ~~ ~~ ~~ ~~ ~~ ~~ ~~ ~~ ~~ ~~ ~~ ~~ ~~ ~~ ~~ ~~ ~~ ~~ ~~ ~~ ~~ ~~ ~~ ~~ ~~ ~~ ~~ ~~ ~~ ~~ ~~ ~~ ~~ ~~ ~~ ~~ ~~ ~~ ~~ ~~ ~~ ~~ ~~ ~~ ~~ ~~ ~~ ~~ ~~ ~~ ~~ ~~ ~~ ~~ ~~ ~~ ~~ ~~ ~~ ~~ ~~ ~~ ~~ ~~ ~~ ~~ ~~ ~~ ~~ ~~ ~~ ~~ ~~ ~~ ~~ ~~ ~~ ~~ ~~ ~~ ~~ ~~ ~~ ~~ ~~ ~~ ~~ ~~ ~~ ~~ ~~ ~~ ~~ ~~ ~~ ~~ ~~ ~~ ~~ ~~ ~~ ~~ ~~ ~~ ~~ ~~ ~~ ~~ ~~ ~~ ~~ ~~ ~~ ~~ ~~ ~~ ~~ ~~ ~~ ~~ ~~ ~~ ~~ ~~ ~~ ~~ ~~ ~~ ~~ ~~ ~~ ~~ ~~ ~~ ~~ ~~ ~~ ~~ ~~ ~~ ~~ ~~ ~~ ~~ ~~ ~~ ~~ ~~ ~~ ~~ ~~ ~~ ~~ ~~ ~~ ~~ ~~ ~~ ~~ ~~ ~~ ~~ ~~ ~~ ~~ ~~ ~~ ~~ ~~ ~~ ~~ ~~ ~~ ~~ ~~ ~~ ~~ ~~ ~~ ~~ ~~ ~~ ~~ ~~ (710, 1296, 1104, 1341)
article-body: ~~ ~~ ~~ ~~ ~~ ~~ ~~ ~~ ~~ ~~ ~~ ~~ ~~ ~~ ~~ ~~ ~~ ~~ ~~ ~~ ~~ ~~ ~~ ~~ ~~ ~~ ~~ ~~ ~~ ~~ ~~ ~~ ~~ ~~ ~~ ~~ ~~ ~~ ~~ ~~ ~~ ~~ ~~ ~~ ~~ ~~ ~~ ~~ ~~ ~~ ~~ ~~ ~~ ~~ ~~ ~~ ~~ ~~ ~~ ~~ ~~ ~~ ~~ ~~ ~~ ~~ ~~ ~~ ~~ ~~ ~~ ~~ ~~ ~~ ~~ ~~ ~~ ~~ ~~ ~~ ~~ ~~ ~~ ~~ ~~ ~~ ~~ ~~ ~~ ~~ ~~ ~~ ~~ ~~ ~~ ~~ ~~ ~~ ~~ ~~ ~~ ~~ ~~ ~~ ~~ ~~ ~~ ~~ ~~ ~~ ~~ ~~ ~~ ~~ ~~ ~~ ~~ ~~ ~~ ~~ ~~ ~~ ~~ ~~ ~~ ~~ ~~ ~~ ~~ ~~ ~~ ~~ ~~ ~~ ~~ ~~ ~~ ~~ ~~ ~~ ~~ ~~ ~~ ~~ (10, 515, 192, 552)
table-cell: Grand Junction (351, 646, 388, 653)
table-cell: Waitekauri (351, 667, 378, 674)
show-class: PIGS (607, 349, 621, 356)
dic-awards: ~~ ~~ ~~ ~~ ~~ ~~ ~~ ~~ ~~ ~~ ~~ ~~ ~~ ~~ ~~ ~~ ~~ ~~ ~~ ~~ ~~ ~~ ~~ ~~ ~~ ~~ ~~ ~~ ~~ ~~ ~~ ~~ ~~ ~~ ~~ ~~ ~~ ~~ ~~ ~~ ~~ ~~ ~~ ~~ ~~ ~~ ~~ ~~ ~~ ~~ ~~ ~~ ~~ ~~ (778, 181, 1076, 188)
sutton-winnings: Over £17,000 has been won by customers for SUTTON'S SWEDES alone. (786, 890, 1078, 919)
article-body: ~~ ~~ ~~ ~~ ~~ ~~ ~~ ~~ ~~ ~~ ~~ ~~ ~~ ~~ ~~ ~~ ~~ ~~ ~~ ~~ ~~ ~~ ~~ ~~ ~~ ~~ ~~ (350, 379, 499, 387)
column-farming (10, 38, 192, 1648)
table-row (350, 653, 520, 660)
sutton-kings-seedsmen: THE KING'S SEEDSMEN, (866, 957, 998, 969)
wairarapa-title: THE WAIRARAPA FARMERS' CO-OP. ASSN. LTD. (776, 1187, 1084, 1221)
article-heading: MELBOURNE HIDE SALES. (382, 426, 488, 436)
xmas-intro: THE BEST SELECTION OF GOODS SUITABLE AS XMAS GIFTS WILL BE FOUND AT (831, 391, 1033, 411)
article-body: ~~ ~~ ~~ ~~ ~~ ~~ ~~ ~~ ~~ ~~ ~~ ~~ ~~ ~~ ~~ ~~ ~~ ~~ ~~ ~~ ~~ ~~ ~~ ~~ ~~ ~~ ~~ ~~ ~~ ~~ ~~ ~~ ~~ ~~ ~~ ~~ ~~ ~~ ~~ ~~ ~~ ~~ ~~ ~~ ~~ ~~ ~~ ~~ ~~ ~~ ~~ ~~ ~~ ~~ ~~ ~~ ~~ ~~ ~~ ~~ ~~ ~~ ~~ ~~ ~~ ~~ ~~ ~~ ~~ ~~ ~~ ~~ ~~ ~~ ~~ ~~ ~~ ~~ ~~ ~~ ~~ ~~ ~~ ~~ ~~ ~~ ~~ ~~ ~~ ~~ ~~ ~~ ~~ ~~ ~~ ~~ ~~ ~~ ~~ ~~ ~~ ~~ ~~ ~~ ~~ ~~ ~~ ~~ ~~ ~~ ~~ ~~ ~~ ~~ ~~ ~~ ~~ ~~ ~~ ~~ ~~ ~~ ~~ ~~ ~~ ~~ ~~ ~~ ~~ ~~ ~~ ~~ ~~ ~~ ~~ ~~ ~~ ~~ ~~ ~~ ~~ ~~ ~~ ~~ ~~ ~~ ~~ ~~ ~~ ~~ ~~ ~~ ~~ ~~ ~~ ~~ ~~ ~~ ~~ ~~ ~~ ~~ ~~ ~~ ~~ ~~ ~~ ~~ ~~ ~~ ~~ ~~ ~~ ~~ ~~ ~~ ~~ ~~ ~~ ~~ ~~ ~~ ~~ ~~ ~~ ~~ ~~ ~~ ~~ ~~ ~~ ~~ ~~ ~~ ~~ ~~ ~~ ~~ ~~ ~~ ~~ ~~ ~~ ~~ ~~ ~~ ~~ ~~ ~~ ~~ ~~ ~~ ~~ ~~ ~~ ~~ (10, 445, 192, 497)
table-row (350, 660, 520, 667)
article-heading: GRASS PLOTS. (242, 44, 300, 53)
patents-title: PATENTS (569, 765, 659, 785)
article-body: ~~ ~~ ~~ ~~ ~~ ~~ ~~ ~~ ~~ ~~ ~~ ~~ ~~ ~~ ~~ ~~ ~~ ~~ ~~ ~~ ~~ ~~ ~~ ~~ ~~ ~~ ~~ ~~ ~~ ~~ ~~ ~~ ~~ ~~ ~~ ~~ ~~ ~~ ~~ ~~ ~~ ~~ ~~ ~~ ~~ ~~ ~~ ~~ ~~ ~~ ~~ ~~ ~~ ~~ ~~ ~~ ~~ ~~ ~~ ~~ ~~ ~~ ~~ ~~ ~~ ~~ ~~ ~~ ~~ ~~ ~~ ~~ ~~ ~~ ~~ ~~ ~~ ~~ ~~ ~~ ~~ ~~ ~~ ~~ ~~ ~~ ~~ ~~ ~~ ~~ ~~ ~~ ~~ ~~ ~~ ~~ ~~ ~~ ~~ ~~ ~~ ~~ ~~ ~~ ~~ ~~ ~~ ~~ (350, 287, 520, 317)
rams-inspection: INSPECTION INVITED. (866, 1080, 994, 1089)
article-body: ~~ ~~ ~~ ~~ ~~ ~~ ~~ ~~ ~~ ~~ ~~ ~~ ~~ ~~ ~~ ~~ ~~ ~~ ~~ ~~ ~~ ~~ ~~ ~~ ~~ ~~ ~~ ~~ ~~ ~~ ~~ ~~ ~~ ~~ ~~ ~~ ~~ ~~ ~~ ~~ ~~ ~~ ~~ ~~ ~~ ~~ ~~ ~~ ~~ ~~ ~~ ~~ ~~ ~~ ~~ ~~ ~~ ~~ ~~ ~~ ~~ ~~ ~~ ~~ ~~ ~~ ~~ ~~ ~~ ~~ ~~ ~~ ~~ ~~ ~~ ~~ ~~ ~~ ~~ ~~ ~~ ~~ ~~ ~~ ~~ ~~ ~~ ~~ ~~ ~~ ~~ ~~ ~~ ~~ ~~ ~~ ~~ ~~ ~~ ~~ ~~ ~~ ~~ ~~ ~~ ~~ ~~ ~~ ~~ ~~ ~~ ~~ ~~ ~~ ~~ ~~ ~~ ~~ ~~ ~~ ~~ ~~ ~~ ~~ ~~ ~~ ~~ ~~ ~~ ~~ ~~ ~~ ~~ ~~ ~~ ~~ ~~ ~~ ~~ ~~ ~~ ~~ ~~ ~~ (350, 478, 520, 516)
article-body: ~~ ~~ ~~ ~~ ~~ ~~ ~~ ~~ ~~ ~~ ~~ ~~ ~~ ~~ ~~ ~~ ~~ ~~ ~~ ~~ ~~ ~~ ~~ ~~ ~~ ~~ ~~ ~~ ~~ ~~ ~~ ~~ ~~ ~~ ~~ ~~ ~~ ~~ ~~ ~~ ~~ ~~ ~~ ~~ ~~ ~~ ~~ ~~ ~~ ~~ ~~ ~~ ~~ ~~ ~~ ~~ ~~ ~~ ~~ ~~ ~~ ~~ ~~ ~~ ~~ ~~ ~~ ~~ ~~ ~~ ~~ ~~ (200, 82, 342, 104)
sutton-ad (762, 686, 1102, 1035)
dic-competition-ad (762, 70, 1102, 334)
murtons-footer: N.Z. Loan and Mercantile Co., Ltd., Agents (558, 681, 670, 689)
farm-ad-body: ~~ ~~ ~~ ~~ ~~ ~~ ~~ ~~ ~~ ~~ ~~ ~~ ~~ ~~ ~~ ~~ ~~ ~~ ~~ ~~ ~~ ~~ ~~ ~~ ~~ ~~ ~~ ~~ ~~ ~~ ~~ ~~ ~~ ~~ ~~ ~~ ~~ ~~ ~~ ~~ ~~ ~~ ~~ ~~ ~~ (531, 261, 697, 276)
plot-label: Plot 6. (262, 308, 280, 316)
sutton-tagline: The Unrivalled Prize-winning Swede. (836, 823, 1028, 837)
quotations-table (350, 625, 520, 674)
milligan-ad (762, 556, 1102, 680)
table-cell: Karangahake (351, 632, 383, 639)
show-class: DRIVING (607, 321, 633, 328)
column-grass-plots (200, 38, 342, 1648)
plot-label: Plot 3. (262, 208, 280, 216)
patents-agent: SYDNEY H. HIGGS, (582, 783, 646, 792)
article-heading: COMMERCIAL ITEMS. (227, 611, 315, 621)
article-heading: NITRO-BACTERINE. (61, 433, 141, 443)
table-cell: Waihi (351, 653, 366, 660)
plot-table: ~~ ~~ ~~ ~~ ~~ ~~ ~~ ~~ ~~ ~~ ~~ ~~ ~~ ~~ ~~ ~~ ~~ ~~ ~~ ~~ ~~ ~~ ~~ ~~ ~~ ~~ ~~ ~~ ~~ ~~ ~~ ~~ ~~ ~~ ~~ ~~ ~~ ~~ ~~ ~~ ~~ ~~ ~~ ~~ ~~ ~~ ~~ ~~ ~~ ~~ ~~ ~~ ~~ ~~ ~~ ~~ ~~ ~~ ~~ ~~ ~~ ~~ ~~ ~~ ~~ ~~ ~~ ~~ ~~ ~~ ~~ ~~ (200, 218, 342, 241)
murtons-ad (528, 585, 700, 696)
section-subheading-news: NEWS AND NOTES. (10, 91, 192, 105)
xmas-title: XMAS GIFTS. (826, 351, 1038, 380)
hats-body: THE Crowning point of a GENT'S DRESS is his HAT. Although well covered in every other part of the body, if the Hat is not UP TO DATE and SUITABLE. (531, 505, 697, 528)
xmas-body: Don't waste time and money by shopping around the city, but come direct to "THE TREASURE HOUSE," where every shilling you spend will do its work surprisingly well. (806, 451, 1058, 484)
plot-table: ~~ ~~ ~~ ~~ ~~ ~~ ~~ ~~ ~~ ~~ ~~ ~~ ~~ ~~ ~~ ~~ ~~ ~~ ~~ ~~ ~~ ~~ ~~ ~~ ~~ ~~ ~~ ~~ ~~ ~~ ~~ ~~ ~~ ~~ ~~ ~~ ~~ ~~ ~~ ~~ ~~ ~~ ~~ ~~ ~~ ~~ ~~ ~~ ~~ ~~ ~~ ~~ ~~ ~~ ~~ ~~ ~~ ~~ ~~ ~~ ~~ ~~ ~~ ~~ ~~ ~~ ~~ ~~ ~~ ~~ ~~ ~~ ~~ ~~ ~~ ~~ ~~ ~~ ~~ ~~ ~~ (200, 126, 342, 156)
plot-table: ~~ ~~ ~~ ~~ ~~ ~~ ~~ ~~ ~~ ~~ ~~ ~~ ~~ ~~ ~~ ~~ ~~ ~~ ~~ ~~ ~~ ~~ ~~ ~~ ~~ ~~ ~~ ~~ ~~ ~~ ~~ ~~ ~~ ~~ ~~ ~~ ~~ ~~ ~~ ~~ ~~ ~~ ~~ ~~ ~~ ~~ ~~ ~~ ~~ ~~ ~~ ~~ ~~ ~~ ~~ ~~ ~~ ~~ ~~ ~~ ~~ ~~ ~~ ~~ ~~ ~~ ~~ ~~ ~~ ~~ ~~ ~~ (200, 252, 342, 274)
plot-table: ~~ ~~ ~~ ~~ ~~ ~~ ~~ ~~ ~~ ~~ ~~ ~~ ~~ ~~ ~~ ~~ ~~ ~~ ~~ ~~ ~~ ~~ ~~ ~~ ~~ ~~ ~~ ~~ ~~ ~~ ~~ ~~ ~~ ~~ ~~ ~~ ~~ ~~ ~~ ~~ ~~ ~~ ~~ ~~ ~~ ~~ ~~ ~~ ~~ ~~ ~~ ~~ ~~ ~~ ~~ ~~ ~~ ~~ ~~ ~~ ~~ ~~ ~~ ~~ ~~ ~~ ~~ ~~ ~~ ~~ ~~ ~~ ~~ ~~ ~~ ~~ ~~ ~~ ~~ ~~ ~~ (200, 177, 342, 207)
rams-contact: ERNEST SHORT, (852, 1106, 1008, 1126)
hats-title: HATS. (583, 485, 645, 503)
article-heading: KARORI SCHOOL. (578, 383, 650, 393)
plot-table: ~~ ~~ ~~ ~~ ~~ ~~ ~~ ~~ ~~ ~~ ~~ ~~ ~~ ~~ ~~ ~~ ~~ ~~ ~~ ~~ ~~ ~~ ~~ ~~ ~~ ~~ ~~ ~~ ~~ ~~ ~~ ~~ ~~ ~~ ~~ ~~ ~~ ~~ ~~ ~~ ~~ ~~ ~~ ~~ ~~ ~~ ~~ ~~ ~~ ~~ ~~ ~~ ~~ ~~ ~~ ~~ ~~ ~~ ~~ ~~ ~~ ~~ ~~ ~~ ~~ ~~ ~~ ~~ ~~ ~~ ~~ ~~ (200, 285, 342, 308)
patents-ad (528, 763, 700, 803)
article-subheading: SHARES. (422, 387, 448, 395)
plot-label: Plot 9. (262, 409, 280, 417)
article-body: ~~ ~~ ~~ ~~ ~~ ~~ ~~ ~~ ~~ ~~ ~~ ~~ ~~ ~~ ~~ ~~ ~~ ~~ ~~ ~~ ~~ ~~ ~~ ~~ ~~ ~~ ~~ ~~ ~~ ~~ ~~ ~~ ~~ ~~ ~~ ~~ ~~ ~~ ~~ ~~ ~~ ~~ ~~ ~~ ~~ ~~ ~~ ~~ ~~ ~~ ~~ ~~ ~~ ~~ ~~ ~~ ~~ ~~ ~~ ~~ ~~ ~~ ~~ ~~ ~~ ~~ ~~ ~~ ~~ ~~ ~~ ~~ ~~ ~~ ~~ ~~ ~~ ~~ ~~ ~~ ~~ ~~ ~~ ~~ ~~ ~~ ~~ ~~ ~~ ~~ (350, 38, 520, 60)
article-heading: QUEENSLAND SAVINGS BANK. (375, 213, 495, 223)
hats-address: WILLIS STREET. (591, 568, 637, 576)
article-body: ~~ ~~ ~~ ~~ ~~ ~~ ~~ ~~ ~~ ~~ ~~ ~~ ~~ ~~ ~~ ~~ ~~ ~~ ~~ ~~ ~~ ~~ ~~ ~~ ~~ ~~ ~~ ~~ ~~ ~~ ~~ ~~ ~~ ~~ ~~ ~~ ~~ ~~ ~~ ~~ ~~ ~~ ~~ ~~ ~~ ~~ ~~ ~~ ~~ ~~ ~~ ~~ ~~ ~~ ~~ ~~ ~~ ~~ ~~ ~~ ~~ ~~ ~~ ~~ ~~ ~~ ~~ ~~ ~~ ~~ ~~ ~~ ~~ ~~ ~~ ~~ ~~ ~~ ~~ ~~ ~~ ~~ ~~ ~~ ~~ ~~ ~~ ~~ ~~ ~~ ~~ ~~ ~~ ~~ ~~ ~~ ~~ ~~ ~~ ~~ ~~ ~~ ~~ ~~ ~~ ~~ ~~ ~~ ~~ ~~ ~~ ~~ ~~ ~~ ~~ ~~ ~~ ~~ ~~ ~~ ~~ ~~ ~~ ~~ ~~ ~~ ~~ ~~ ~~ ~~ ~~ ~~ ~~ ~~ ~~ ~~ ~~ ~~ ~~ ~~ ~~ ~~ ~~ ~~ ~~ ~~ ~~ ~~ ~~ ~~ ~~ ~~ ~~ ~~ ~~ ~~ ~~ ~~ ~~ ~~ ~~ ~~ ~~ ~~ ~~ ~~ ~~ ~~ ~~ ~~ ~~ ~~ ~~ ~~ ~~ ~~ ~~ ~~ ~~ ~~ ~~ ~~ ~~ ~~ ~~ ~~ ~~ ~~ ~~ ~~ ~~ ~~ ~~ ~~ ~~ ~~ ~~ ~~ (200, 545, 342, 605)
sutton-product: SUTTON'S MAGNUM BONUM (769, 796, 1095, 821)
milligan-body: ~~ ~~ ~~ ~~ ~~ ~~ ~~ ~~ ~~ ~~ ~~ ~~ ~~ ~~ ~~ ~~ ~~ ~~ ~~ ~~ ~~ ~~ ~~ ~~ ~~ ~~ ~~ (857, 601, 1007, 608)
article-heading: PRICES OF METALS. (395, 275, 475, 285)
wairarapa-director: MANAGING DIRECTOR, W. Cambridge. (865, 1261, 995, 1269)
hats-ad (528, 477, 700, 582)
milligan-name: D. MILLIGAN, (819, 616, 941, 637)
dic-logo: D. I. C. (875, 233, 989, 262)
article-body: ~~ ~~ ~~ ~~ ~~ ~~ ~~ ~~ ~~ ~~ ~~ ~~ ~~ ~~ ~~ ~~ ~~ ~~ ~~ ~~ ~~ ~~ ~~ ~~ ~~ ~~ ~~ ~~ ~~ ~~ ~~ ~~ ~~ ~~ ~~ ~~ ~~ ~~ ~~ ~~ ~~ ~~ ~~ ~~ ~~ ~~ ~~ ~~ ~~ ~~ ~~ ~~ ~~ ~~ ~~ ~~ ~~ ~~ ~~ ~~ ~~ ~~ ~~ ~~ ~~ ~~ ~~ ~~ ~~ ~~ ~~ ~~ ~~ ~~ ~~ ~~ ~~ ~~ ~~ ~~ ~~ ~~ ~~ ~~ ~~ ~~ ~~ ~~ ~~ ~~ ~~ ~~ ~~ ~~ ~~ ~~ ~~ ~~ ~~ ~~ ~~ ~~ ~~ ~~ ~~ ~~ ~~ ~~ ~~ ~~ ~~ ~~ ~~ ~~ ~~ ~~ ~~ ~~ ~~ ~~ ~~ ~~ ~~ ~~ ~~ ~~ ~~ ~~ ~~ ~~ ~~ ~~ ~~ ~~ ~~ ~~ ~~ ~~ ~~ ~~ ~~ ~~ ~~ ~~ ~~ ~~ ~~ ~~ ~~ ~~ ~~ ~~ ~~ ~~ ~~ ~~ ~~ ~~ ~~ ~~ ~~ ~~ ~~ ~~ ~~ ~~ ~~ ~~ ~~ ~~ ~~ ~~ ~~ ~~ ~~ ~~ ~~ ~~ ~~ ~~ ~~ ~~ ~~ ~~ ~~ ~~ ~~ ~~ ~~ ~~ ~~ ~~ ~~ ~~ ~~ ~~ ~~ ~~ ~~ ~~ ~~ ~~ ~~ ~~ ~~ ~~ ~~ ~~ ~~ ~~ ~~ ~~ ~~ ~~ ~~ ~~ ~~ ~~ ~~ ~~ ~~ ~~ ~~ ~~ ~~ ~~ ~~ ~~ ~~ ~~ ~~ ~~ ~~ ~~ (528, 158, 700, 218)
feilding-show-ad (528, 283, 700, 378)
plot-label: Plot 5. (262, 275, 280, 283)
article-body: ~~ ~~ ~~ ~~ ~~ ~~ ~~ ~~ ~~ ~~ ~~ ~~ ~~ ~~ ~~ ~~ ~~ ~~ ~~ ~~ ~~ ~~ ~~ ~~ ~~ ~~ ~~ ~~ ~~ ~~ ~~ ~~ ~~ ~~ ~~ ~~ ~~ ~~ ~~ ~~ ~~ ~~ ~~ ~~ ~~ ~~ ~~ ~~ ~~ ~~ ~~ ~~ ~~ ~~ ~~ ~~ ~~ ~~ ~~ ~~ ~~ ~~ ~~ ~~ ~~ ~~ ~~ ~~ ~~ ~~ ~~ ~~ ~~ ~~ ~~ ~~ ~~ ~~ ~~ ~~ ~~ ~~ ~~ ~~ ~~ ~~ ~~ ~~ ~~ ~~ ~~ ~~ ~~ ~~ ~~ ~~ ~~ ~~ ~~ ~~ ~~ ~~ ~~ ~~ ~~ ~~ ~~ ~~ ~~ ~~ ~~ ~~ ~~ ~~ ~~ ~~ ~~ ~~ ~~ ~~ ~~ ~~ ~~ ~~ ~~ ~~ ~~ ~~ ~~ ~~ ~~ ~~ ~~ ~~ ~~ ~~ ~~ ~~ ~~ ~~ ~~ ~~ ~~ ~~ ~~ ~~ ~~ ~~ ~~ ~~ ~~ ~~ ~~ ~~ ~~ ~~ ~~ ~~ ~~ ~~ ~~ ~~ ~~ ~~ ~~ ~~ ~~ ~~ ~~ ~~ ~~ ~~ ~~ ~~ ~~ ~~ ~~ ~~ ~~ ~~ ~~ ~~ ~~ ~~ ~~ ~~ ~~ ~~ ~~ ~~ ~~ ~~ ~~ ~~ ~~ ~~ ~~ ~~ ~~ ~~ ~~ ~~ ~~ ~~ ~~ ~~ ~~ ~~ ~~ ~~ ~~ ~~ ~~ ~~ ~~ ~~ ~~ ~~ ~~ ~~ ~~ ~~ ~~ ~~ ~~ ~~ ~~ ~~ ~~ ~~ ~~ ~~ ~~ ~~ ~~ ~~ ~~ ~~ ~~ ~~ ~~ ~~ ~~ ~~ ~~ ~~ ~~ ~~ ~~ ~~ ~~ ~~ (528, 406, 700, 473)
dic-intro: The following are the awards made by F. C. Frosth, Esq., to whom all the letters received for the Competition were handed:— (788, 154, 1075, 171)
milligan-intro: MAY WE SUGGEST A VISIT TO— (869, 565, 995, 574)
plot-label: Plot 8. (262, 376, 280, 384)
show-class: SHEEP (607, 342, 626, 349)
wairarapa-ad (762, 1186, 1098, 1286)
article-body: ~~ ~~ ~~ ~~ ~~ ~~ ~~ ~~ ~~ ~~ ~~ ~~ ~~ ~~ ~~ ~~ ~~ ~~ ~~ ~~ ~~ ~~ ~~ ~~ ~~ ~~ ~~ ~~ ~~ ~~ ~~ ~~ ~~ ~~ ~~ ~~ ~~ ~~ ~~ ~~ ~~ ~~ ~~ ~~ ~~ ~~ ~~ ~~ ~~ ~~ ~~ ~~ ~~ ~~ ~~ ~~ ~~ ~~ ~~ ~~ ~~ ~~ ~~ ~~ ~~ ~~ ~~ ~~ ~~ ~~ ~~ ~~ ~~ ~~ ~~ ~~ ~~ ~~ ~~ ~~ ~~ ~~ ~~ ~~ ~~ ~~ ~~ ~~ ~~ ~~ (350, 591, 520, 614)
